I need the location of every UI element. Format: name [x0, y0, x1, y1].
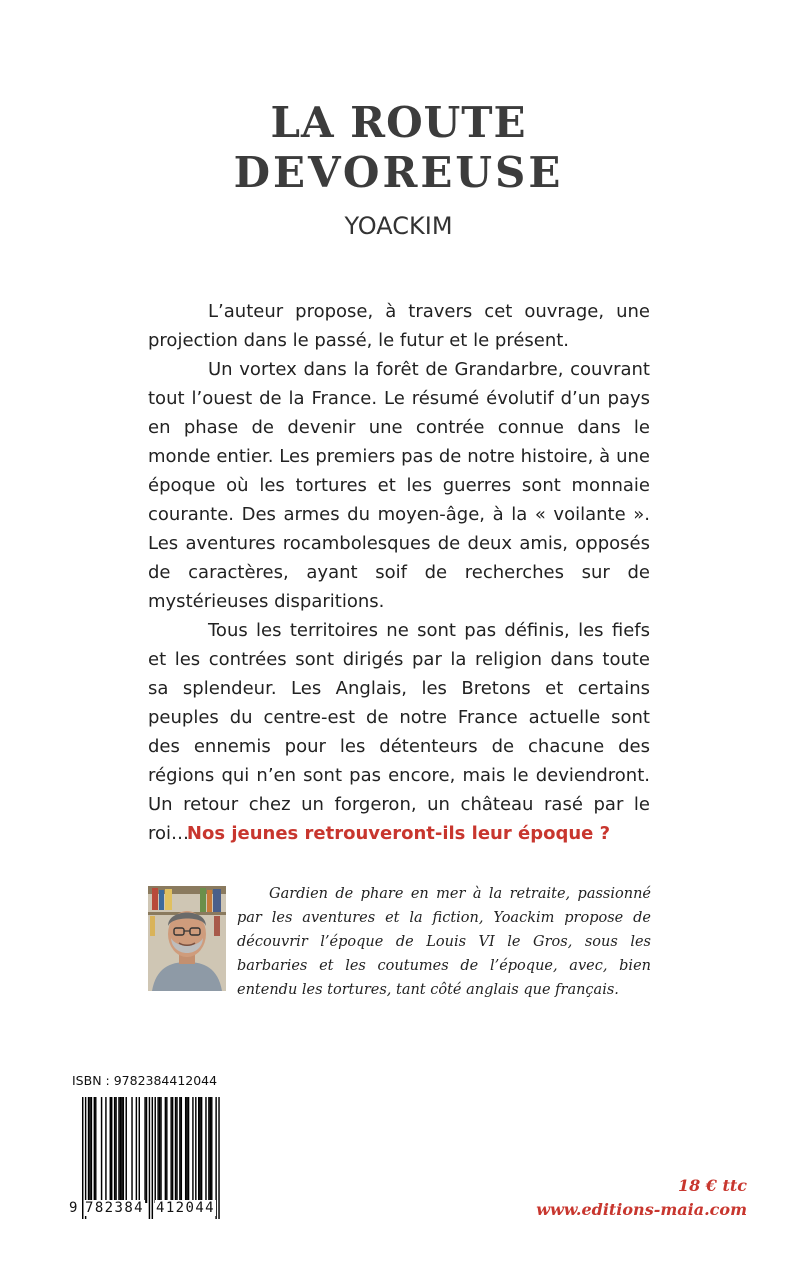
barcode-bar: [123, 1097, 124, 1203]
barcode-bar: [205, 1097, 206, 1203]
barcode-bar: [211, 1097, 212, 1203]
barcode-bar: [101, 1097, 102, 1203]
barcode-bar: [94, 1097, 95, 1203]
blurb-paragraph: Tous les territoires ne sont pas définis, les fiefs et les contrées sont dirigés par la religion dans toute sa splendeur. Les Anglais, les Bretons et certains peuples du centre-est de notre France actuelle sont des ennemis pour les détenteurs de chacune des régions qui n’en sont pas encore, mais le deviendront. Un retour chez un forgeron, un château rasé par le roi…: [148, 620, 650, 844]
barcode-bar: [89, 1097, 90, 1203]
author-bio: Gardien de phare en mer à la retraite, passionné par les aventures et la fiction, Yoackim propose de découvrir l’époque de Louis VI le Gros, sous les barbaries et les coutumes de l’époque, avec, bien entendu les tortures, tant côté anglais que français.: [237, 886, 651, 998]
barcode-bar: [199, 1097, 200, 1203]
barcode-bar: [201, 1097, 202, 1203]
blurb-paragraph: L’auteur propose, à travers cet ouvrage, une projection dans le passé, le futur et le présent.: [148, 301, 650, 351]
barcode-bar: [175, 1097, 176, 1203]
barcode-bar: [115, 1097, 116, 1203]
barcode-bar: [110, 1097, 111, 1203]
barcode-digits-right: 412044: [156, 1200, 215, 1216]
barcode-bar: [165, 1097, 166, 1203]
barcode-bar: [186, 1097, 187, 1203]
barcode-digit-first: 9: [69, 1200, 78, 1216]
barcode-bar: [88, 1097, 89, 1203]
barcode-bar: [95, 1097, 96, 1203]
barcode-bar: [192, 1097, 193, 1203]
price: 18 € ttc: [677, 1176, 747, 1195]
barcode-bar: [144, 1097, 145, 1203]
barcode-bar: [146, 1097, 147, 1203]
isbn-label: ISBN : 9782384412044: [72, 1073, 218, 1088]
barcode-bar: [218, 1097, 219, 1219]
barcode-bar: [172, 1097, 173, 1203]
blurb: [148, 297, 650, 848]
barcode-bar: [111, 1097, 112, 1203]
barcode-bar: [139, 1097, 140, 1203]
barcode-bar: [91, 1097, 92, 1203]
barcode-bar: [121, 1097, 122, 1203]
barcode-bar: [114, 1097, 115, 1203]
barcode-bar: [105, 1097, 106, 1203]
book-title-line-1: LA ROUTE: [270, 98, 527, 147]
barcode-bar: [136, 1097, 137, 1203]
barcode-bar: [152, 1097, 153, 1219]
publisher-website: www.editions-maia.com: [536, 1200, 747, 1219]
barcode-bar: [210, 1097, 211, 1203]
book-title-line-2: DEVOREUSE: [233, 148, 564, 197]
barcode-bar: [120, 1097, 121, 1203]
barcode-bar: [181, 1097, 182, 1203]
blurb-paragraph: Un vortex dans la forêt de Grandarbre, couvrant tout l’ouest de la France. Le résumé évolutif d’un pays en phase de devenir une contrée connue dans le monde entier. Les premiers pas de notre histoire, à une époque où les tortures et les guerres sont monnaie courante. Des armes du moyen-âge, à la « voilante ». Les aventures rocambolesques de deux amis, opposés de caractères, ayant soif de recherches sur de mystérieuses disparitions.: [148, 359, 650, 612]
author-portrait-image: [148, 886, 226, 991]
barcode-bar: [166, 1097, 167, 1203]
barcode-digits-left: 782384: [85, 1200, 144, 1216]
barcode-bar: [188, 1097, 189, 1203]
barcode-bar: [198, 1097, 199, 1203]
barcode-bar: [131, 1097, 132, 1203]
barcode-bar: [126, 1097, 127, 1203]
barcode-bar: [176, 1097, 177, 1203]
barcode-bar: [208, 1097, 209, 1203]
barcode-bar: [185, 1097, 186, 1203]
barcode-bar: [170, 1097, 171, 1203]
barcode-bar: [149, 1097, 150, 1219]
barcode-bar: [118, 1097, 119, 1203]
barcode-bar: [157, 1097, 158, 1203]
author-name: YOACKIM: [344, 212, 453, 240]
barcode-bar: [155, 1097, 156, 1203]
tagline: Nos jeunes retrouveront-ils leur époque ?: [186, 823, 611, 844]
author-photo: [148, 886, 226, 991]
barcode-bar: [160, 1097, 161, 1203]
barcode-bar: [159, 1097, 160, 1203]
barcode-bar: [179, 1097, 180, 1203]
barcode-bar: [195, 1097, 196, 1203]
